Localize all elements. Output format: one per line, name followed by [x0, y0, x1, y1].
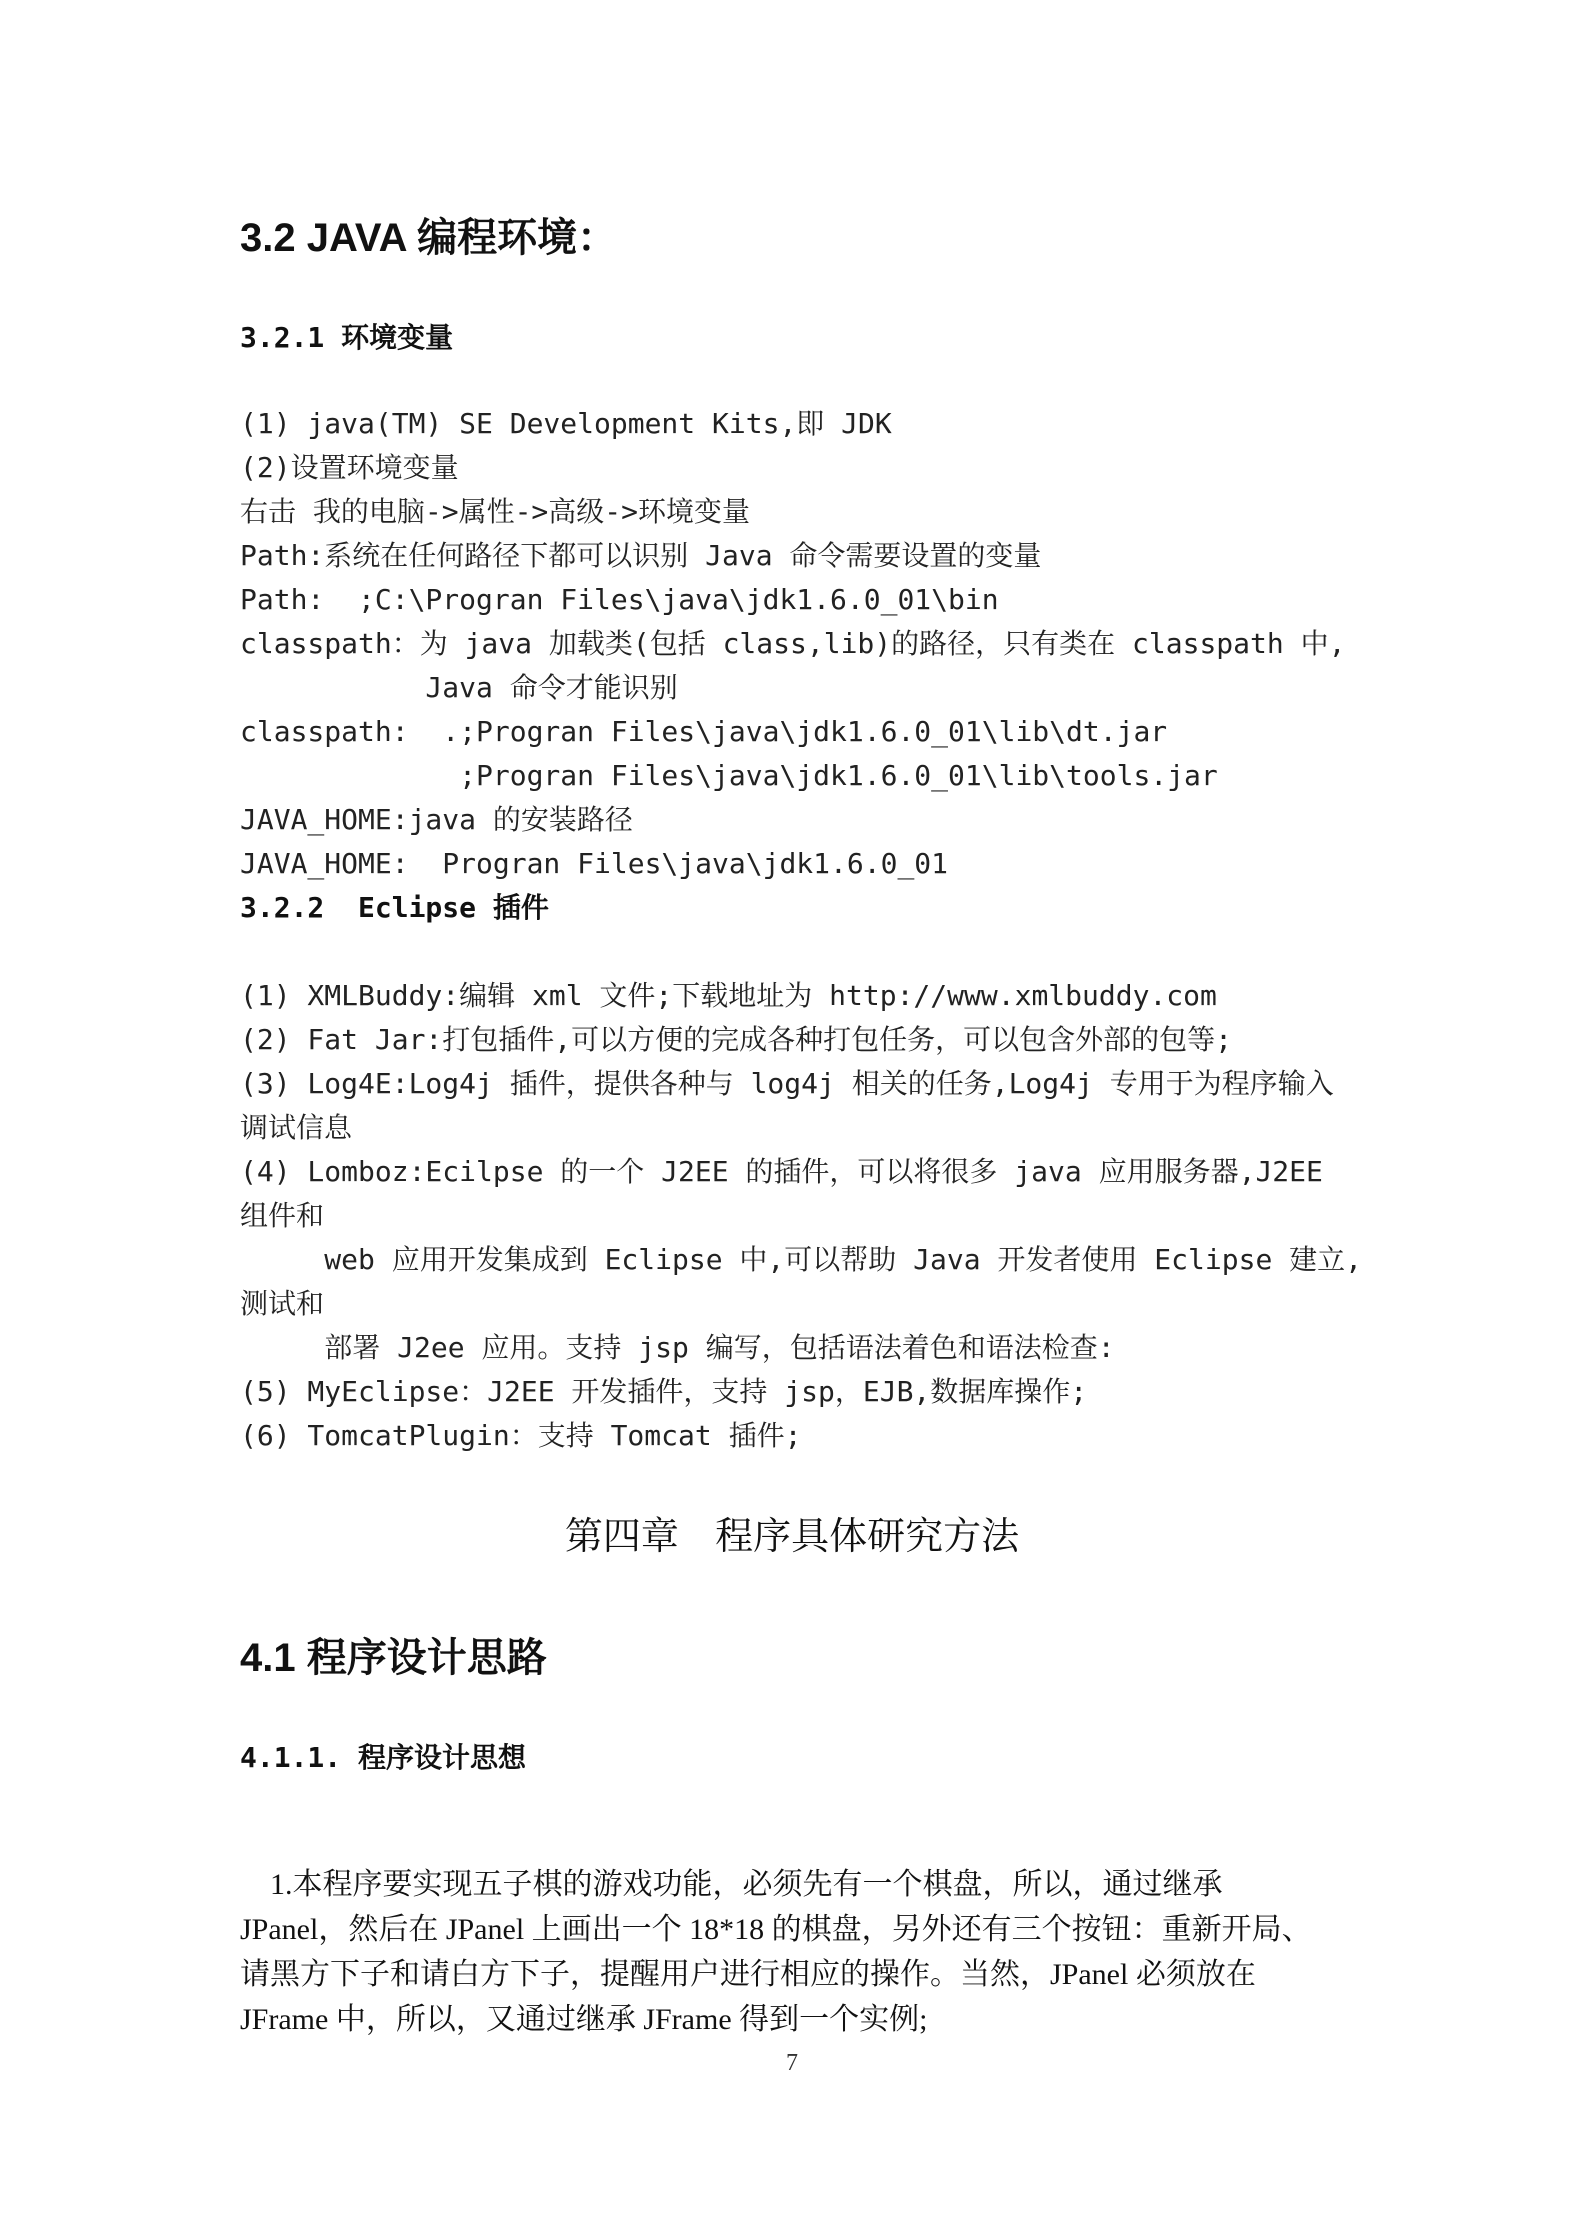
env-line: Path: ;C:\Progran Files\java\jdk1.6.0_01\bin — [240, 583, 999, 616]
paragraph-line: JFrame 中，所以，又通过继承 JFrame 得到一个实例; — [240, 2003, 928, 2036]
chapter-4-title: 第四章 程序具体研究方法 — [564, 1514, 1020, 1558]
plugin-line: (1) XMLBuddy:编辑 xml 文件;下载地址为 http://www.xmlbuddy.com — [240, 979, 1217, 1012]
plugin-line: (4) Lomboz:Ecilpse 的一个 J2EE 的插件，可以将很多 java 应用服务器,J2EE — [240, 1155, 1323, 1188]
plugin-line: 部署 J2ee 应用。支持 jsp 编写，包括语法着色和语法检查: — [240, 1331, 1115, 1364]
plugin-line: (5) MyEclipse：J2EE 开发插件，支持 jsp，EJB,数据库操作; — [240, 1375, 1088, 1408]
section-3-2-heading: 3.2 JAVA 编程环境： — [240, 216, 618, 260]
env-line: classpath：为 java 加载类(包括 class,lib)的路径，只有类在 classpath 中, — [240, 627, 1346, 660]
subsection-3-2-1-heading: 3.2.1 环境变量 — [240, 321, 454, 354]
subsection-4-1-1-heading: 4.1.1. 程序设计思想 — [240, 1741, 527, 1774]
plugin-line: 调试信息 — [240, 1111, 353, 1144]
plugin-line: (3) Log4E:Log4j 插件，提供各种与 log4j 相关的任务,Log4j 专用于为程序输入 — [240, 1067, 1334, 1100]
plugin-line: (2) Fat Jar:打包插件,可以方便的完成各种打包任务，可以包含外部的包等; — [240, 1023, 1233, 1056]
paragraph-line: JPanel，然后在 JPanel 上画出一个 18*18 的棋盘，另外还有三个按钮：重新开局、 — [240, 1913, 1312, 1946]
subsection-3-2-2-heading: 3.2.2 Eclipse 插件 — [240, 891, 549, 924]
env-line: Java 命令才能识别 — [240, 671, 678, 704]
paragraph-line: 1.本程序要实现五子棋的游戏功能，必须先有一个棋盘，所以，通过继承 — [240, 1868, 1223, 1901]
plugin-line: (6) TomcatPlugin：支持 Tomcat 插件; — [240, 1419, 802, 1452]
env-line: JAVA_HOME:java 的安装路径 — [240, 803, 633, 836]
env-line: (2)设置环境变量 — [240, 451, 459, 484]
page-number: 7 — [786, 2050, 798, 2076]
section-4-1-heading: 4.1 程序设计思路 — [240, 1636, 547, 1680]
env-line: 右击 我的电脑->属性->高级->环境变量 — [240, 495, 751, 528]
env-line: (1) java(TM) SE Development Kits,即 JDK — [240, 407, 892, 440]
env-line: classpath: .;Progran Files\java\jdk1.6.0_01\lib\dt.jar — [240, 715, 1168, 748]
design-idea-paragraph — [240, 1862, 1360, 2042]
env-line: ;Progran Files\java\jdk1.6.0_01\lib\tools.jar — [240, 759, 1218, 792]
env-line: Path:系统在任何路径下都可以识别 Java 命令需要设置的变量 — [240, 539, 1042, 572]
env-line: JAVA_HOME: Progran Files\java\jdk1.6.0_01 — [240, 847, 949, 880]
plugin-line: 测试和 — [240, 1287, 325, 1320]
plugin-line: 组件和 — [240, 1199, 325, 1232]
plugin-line: web 应用开发集成到 Eclipse 中,可以帮助 Java 开发者使用 Eclipse 建立, — [240, 1243, 1363, 1276]
paragraph-line: 请黑方下子和请白方下子，提醒用户进行相应的操作。当然，JPanel 必须放在 — [240, 1958, 1256, 1991]
